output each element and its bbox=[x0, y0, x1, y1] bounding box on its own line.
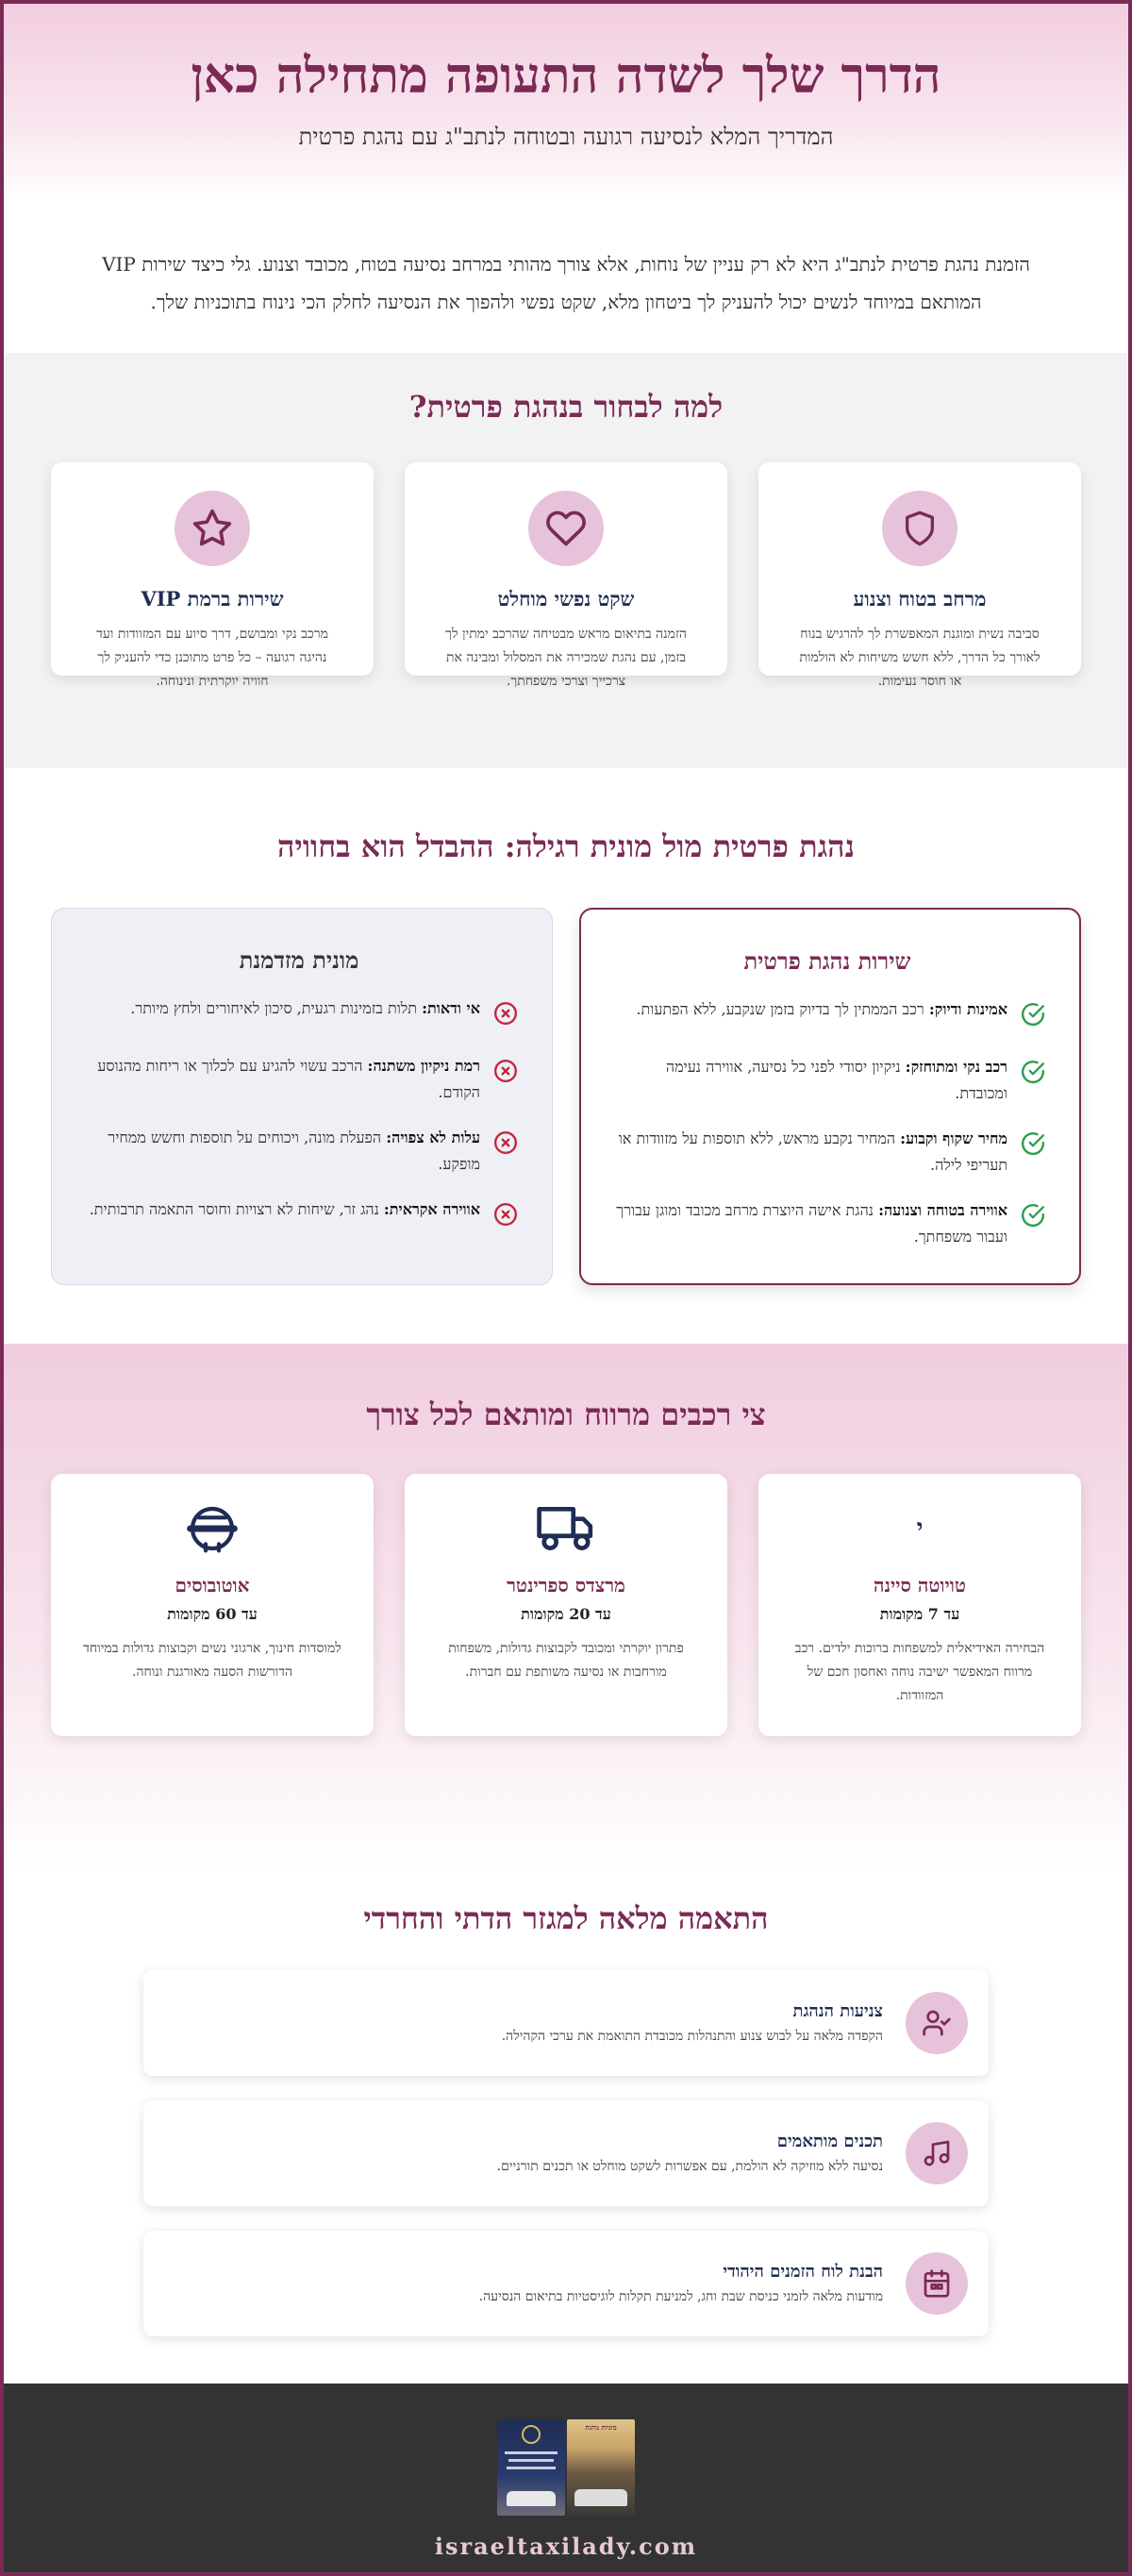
bus-icon bbox=[51, 1500, 374, 1557]
flyer-images bbox=[497, 2419, 635, 2516]
vehicle-card bbox=[405, 1474, 727, 1736]
fleet-section bbox=[4, 1344, 1128, 1872]
con-text: אי ודאות: תלות בזמינות רגעית, סיכון לאיחורים ולחץ מיותר. bbox=[130, 999, 480, 1017]
feature-text: נסיעה ללא מוזיקה לא הולמת, עם אפשרות לשקט מוחלט או תכנים תורניים. bbox=[496, 2159, 883, 2174]
why-card bbox=[405, 462, 727, 689]
con-text: עלות לא צפויה: הפעלת מונה, ויכוחים על תוספות וחשש ממחיר מופקע. bbox=[108, 1129, 480, 1173]
pro-item bbox=[609, 1054, 1045, 1107]
con-item bbox=[80, 1196, 518, 1235]
private-driver-title: שירות נהגת פרטית bbox=[743, 947, 911, 975]
con-text: רמת ניקיון משתנה: הרכב עשוי להגיע עם לכלוך או ריחות מהנוסע הקודם. bbox=[97, 1057, 480, 1101]
user-check-icon bbox=[906, 1992, 968, 2054]
feature-item bbox=[143, 2231, 989, 2336]
regular-taxi-title: מונית מזדמנת bbox=[239, 946, 359, 974]
vehicle-card bbox=[51, 1474, 374, 1736]
con-item bbox=[80, 1125, 518, 1178]
vehicle-capacity: עד 7 מקומות bbox=[879, 1605, 960, 1623]
x-circle-icon bbox=[490, 1130, 518, 1163]
why-section bbox=[4, 353, 1128, 768]
comparison-section bbox=[4, 768, 1128, 1344]
feature-text: הקפדה מלאה על לבוש צנוע והתנהלות מכובדת התואמת את ערכי הקהילה. bbox=[501, 2029, 883, 2044]
why-title: למה לבחור בנהגת פרטית? bbox=[408, 389, 724, 425]
vehicle-capacity: עד 20 מקומות bbox=[521, 1605, 611, 1623]
check-circle-icon bbox=[1017, 1002, 1045, 1035]
vehicle-text: הבחירה האידיאלית למשפחות ברוכות ילדים. רכב מרווח המאפשר ישיבה נוחה ואחסון חכם של המזוודות. bbox=[794, 1641, 1045, 1703]
feature-title: תכנים מותאמים bbox=[776, 2132, 883, 2151]
feature-content bbox=[479, 2262, 883, 2305]
comparison-title: נהגת פרטית מול מונית רגילה: ההבדל הוא בחוויה bbox=[277, 828, 855, 864]
flyer-heading: מוניות נוהגת bbox=[585, 2423, 617, 2432]
pro-text: אמינות ודיוק: רכב הממתין לך בדיוק בזמן שנקבע, ללא הפתעות. bbox=[636, 1000, 1007, 1018]
private-driver-box bbox=[579, 908, 1081, 1285]
why-card-text: מרכב נקי ומבושם, דרך סיוע עם המזוודות ועד נהיגה רגועה – כל פרט מתוכנן כדי להעניק לך חוויה יוקרתית ונינוחה. bbox=[96, 627, 328, 689]
check-circle-icon bbox=[1017, 1060, 1045, 1093]
sienna-icon: י bbox=[916, 1514, 924, 1543]
why-card-title: מרחב בטוח וצנוע bbox=[853, 587, 987, 611]
heart-icon bbox=[528, 491, 604, 566]
religious-title: התאמה מלאה למגזר הדתי והחרדי bbox=[363, 1900, 769, 1936]
pro-text: רכב נקי ומתוחזק: ניקיון יסודי לפני כל נסיעה, אווירה נעימה ומכובדת. bbox=[665, 1058, 1007, 1102]
pro-item bbox=[609, 996, 1045, 1035]
con-item bbox=[80, 995, 518, 1034]
star-icon bbox=[175, 491, 250, 566]
site-domain[interactable]: israeltaxilady.com bbox=[434, 2533, 698, 2560]
pro-item bbox=[609, 1126, 1045, 1179]
feature-text: מודעות מלאה לזמני כניסת שבת וחג, למניעת תקלות לוגיסטיות בתיאום הנסיעה. bbox=[478, 2289, 883, 2304]
why-card-title: שירות ברמת VIP bbox=[141, 587, 284, 611]
page-subtitle: המדריך המלא לנסיעה רגועה ובטוחה לנתב"ג עם נהגת פרטית bbox=[298, 124, 834, 151]
vehicle-title: מרצדס ספרינטר bbox=[507, 1574, 625, 1597]
intro-section bbox=[4, 202, 1128, 353]
vehicle-capacity: עד 60 מקומות bbox=[167, 1605, 258, 1623]
flyer-image[interactable] bbox=[567, 2419, 635, 2516]
vehicle-title: אוטובוסים bbox=[175, 1574, 250, 1597]
intro-text: הזמנת נהגת פרטית לנתב"ג היא לא רק עניין של נוחות, אלא צורך מהותי במרחב נסיעה בטוח, מכובד וצנוע. גלי כיצד שירות VIP המותאם במיוחד לנשים יכול להעניק לך ביטחון מלא, שקט נפשי ולהפוך את הנסיעה לחלק הכי נינוח בתוכניות שלך. bbox=[102, 253, 1030, 313]
fleet-cards bbox=[4, 1474, 1128, 1736]
con-text: אווירה אקראית: נהג זר, שיחות לא רצויות וחוסר התאמה תרבותית. bbox=[89, 1200, 480, 1218]
music-note-icon bbox=[906, 2122, 968, 2184]
vehicle-title: טויוטה סיינה bbox=[874, 1574, 966, 1597]
fleet-title: צי רכבים מרווח ומותאם לכל צורך bbox=[366, 1397, 766, 1432]
footer bbox=[4, 2384, 1128, 2576]
religious-list bbox=[4, 1970, 1128, 2336]
feature-item bbox=[143, 2100, 989, 2206]
x-circle-icon bbox=[490, 1202, 518, 1235]
feature-title: צניעות הנהגת bbox=[792, 2001, 883, 2021]
page-title: הדרך שלך לשדה התעופה מתחילה כאן bbox=[191, 47, 941, 105]
flyer-image[interactable] bbox=[497, 2419, 565, 2516]
religious-section bbox=[4, 1872, 1128, 2384]
why-card-text: הזמנה בתיאום מראש מבטיחה שהרכב ימתין לך בזמן, עם נהגת שמכירה את המסלול ומבינה את צרכייך וצרכי משפחתך. bbox=[445, 627, 687, 689]
check-circle-icon bbox=[1017, 1203, 1045, 1236]
why-card-text: סביבה נשית ומוגנת המאפשרת לך להרגיש בנוח לאורך כל הדרך, ללא חשש משיחות לא הולמות או חוסר נעימות. bbox=[799, 627, 1040, 689]
pro-text: אווירה בטוחה וצנועה: נהגת אישה היוצרת מרחב מכובד ומוגן עבורך ועבור משפחתך. bbox=[616, 1201, 1007, 1246]
x-circle-icon bbox=[490, 1059, 518, 1092]
vehicle-card bbox=[758, 1474, 1081, 1736]
feature-title: הבנת לוח הזמנים היהודי bbox=[723, 2262, 883, 2282]
feature-content bbox=[502, 2001, 883, 2045]
regular-taxi-box bbox=[51, 908, 553, 1285]
pro-item bbox=[609, 1197, 1045, 1250]
hero-section bbox=[4, 4, 1128, 202]
comparison-row bbox=[4, 908, 1128, 1285]
feature-content bbox=[497, 2132, 883, 2175]
feature-item bbox=[143, 1970, 989, 2076]
con-item bbox=[80, 1053, 518, 1106]
vehicle-text: למוסדות חינוך, ארגוני נשים וקבוצות גדולות במיוחד הדורשות הסעה מאורגנת ונוחה. bbox=[83, 1641, 341, 1680]
why-card bbox=[758, 462, 1081, 689]
truck-icon bbox=[405, 1500, 727, 1557]
why-card-title: שקט נפשי מוחלט bbox=[497, 587, 635, 611]
calendar-icon bbox=[906, 2252, 968, 2315]
check-circle-icon bbox=[1017, 1131, 1045, 1164]
vehicle-text: פתרון יוקרתי ומכובד לקבוצות גדולות, משפחות מורחבות או נסיעה משותפת עם חברות. bbox=[448, 1641, 684, 1680]
why-card bbox=[51, 462, 374, 689]
x-circle-icon bbox=[490, 1001, 518, 1034]
shield-icon bbox=[882, 491, 957, 566]
pro-text: מחיר שקוף וקבוע: המחיר נקבע מראש, ללא תוספות על מזוודות או תעריפי לילה. bbox=[618, 1129, 1007, 1174]
why-cards bbox=[4, 462, 1128, 689]
